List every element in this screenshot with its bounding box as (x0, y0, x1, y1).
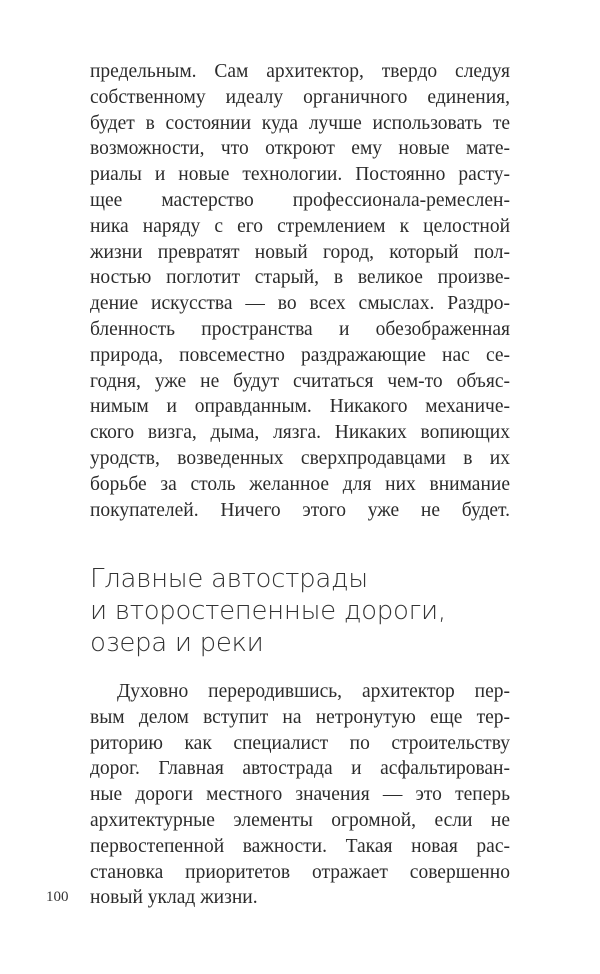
paragraph-1 (90, 59, 510, 523)
text-line: новый уклад жизни. (90, 887, 258, 909)
paragraph-2 (90, 679, 510, 911)
text-line: покупателей. Ничего этого уже не будет. (90, 499, 510, 521)
text-line: будет в состоянии куда лучше использовать те (90, 112, 510, 134)
text-line: возможности, что откроют ему новые мате- (90, 138, 510, 160)
text-line: жизни превратят новый город, который пол- (90, 241, 510, 263)
text-line: ные дороги местного значения — это теперь (90, 784, 510, 806)
text-line: дение искусства — во всех смыслах. Раздро- (90, 293, 510, 315)
page-number: 100 (46, 889, 69, 905)
text-line: собственному идеалу органичного единения, (90, 86, 510, 108)
text-line: борьбе за столь желанное для них внимание (90, 473, 510, 495)
text-line: вым делом вступит на нетронутую еще тер- (90, 706, 510, 728)
text-line: становка приоритетов отражает совершенно (90, 861, 510, 883)
text-line: уродств, возведенных сверхпродавцами в их (90, 447, 510, 469)
section-heading (90, 563, 446, 659)
heading-line: Главные автострады (90, 564, 368, 594)
heading-line: и второстепенные дороги, (90, 596, 446, 626)
text-line: бленность пространства и обезображенная (90, 318, 510, 340)
text-line: предельным. Сам архитектор, твердо следуя (90, 61, 510, 82)
text-line: риторию как специалист по строительству (90, 732, 510, 754)
text-line: годня, уже не будут считаться чем-то объяс- (90, 370, 510, 392)
text-line: щее мастерство профессионала-ремеслен- (90, 189, 510, 211)
text-line: нимым и оправданным. Никакого механиче- (90, 396, 510, 418)
text-line: дорог. Главная автострада и асфальтирован- (90, 758, 510, 780)
text-line: риалы и новые технологии. Постоянно расту- (90, 164, 510, 186)
text-line: первостепенной важности. Такая новая рас- (90, 835, 510, 857)
text-line: Духовно переродившись, архитектор пер- (117, 681, 510, 702)
heading-line: озера и реки (90, 628, 264, 658)
text-line: ского визга, дыма, лязга. Никаких вопиющих (90, 422, 510, 444)
text-line: архитектурные элементы огромной, если не (90, 809, 510, 831)
text-line: ника наряду с его стремлением к целостной (90, 215, 510, 237)
text-line: ностью поглотит старый, в великое произве- (90, 267, 510, 289)
text-line: природа, повсеместно раздражающие нас се- (90, 344, 510, 366)
